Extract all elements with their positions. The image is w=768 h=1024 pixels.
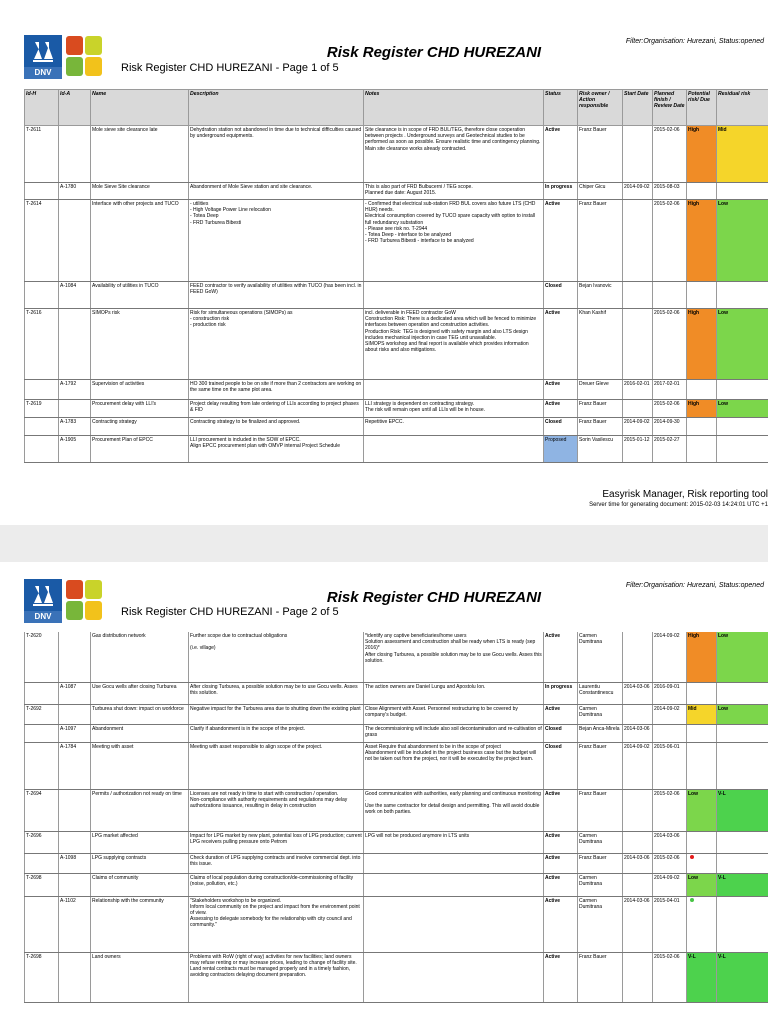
cell-owner: Carmen Dumitrana xyxy=(578,632,623,682)
cell-finish: 2014-09-02 xyxy=(653,632,687,682)
cell-desc: Clarify if abandonment is in the scope of the project. xyxy=(189,724,364,742)
page-header xyxy=(0,562,768,632)
cell-notes: LLI strategy is dependent on contracting strategy. The risk will remain open until all LLIs will be in house. xyxy=(364,400,544,418)
column-header: Start Date xyxy=(623,90,653,126)
cell-idh: T-2696 xyxy=(25,831,59,853)
cell-finish: 2015-04-01 xyxy=(653,896,687,952)
cell-owner: Franz Bauer xyxy=(578,200,623,282)
cell-name: Mole Sieve Site clearance xyxy=(91,183,189,200)
table-row xyxy=(25,632,768,682)
page-footer xyxy=(589,489,768,508)
table-row xyxy=(25,282,768,309)
cell-start: 2014-09-02 xyxy=(623,183,653,200)
cell-res: Low xyxy=(717,200,768,282)
cell-owner: Chiper Gicu xyxy=(578,183,623,200)
cell-idh xyxy=(25,418,59,436)
cell-ida: A-1792 xyxy=(59,380,91,400)
cell-pot xyxy=(687,418,717,436)
cell-status: Active xyxy=(544,400,578,418)
cell-notes: The decommissioning will include also soil decontamination and re-cultivation of grass xyxy=(364,724,544,742)
cell-start xyxy=(623,126,653,183)
cell-ida xyxy=(59,400,91,418)
column-header: Id-A xyxy=(59,90,91,126)
cell-pot xyxy=(687,853,717,873)
cell-pot: High xyxy=(687,200,717,282)
cell-desc: Dehydration station not abandoned in time due to technical difficulties caused by underground equipments. xyxy=(189,126,364,183)
table-header-row xyxy=(25,90,768,126)
cell-res xyxy=(717,436,768,463)
cell-notes xyxy=(364,952,544,1002)
column-header: Residual risk xyxy=(717,90,768,126)
cell-start xyxy=(623,200,653,282)
cell-ida: A-1084 xyxy=(59,282,91,309)
cell-ida: A-1102 xyxy=(59,896,91,952)
cell-idh xyxy=(25,682,59,704)
cell-status: Active xyxy=(544,896,578,952)
table-row xyxy=(25,200,768,282)
cell-name: Supervision of activities xyxy=(91,380,189,400)
cell-notes: LPG will not be produced anymore in LTS units xyxy=(364,831,544,853)
column-header: Status xyxy=(544,90,578,126)
cell-idh: T-2619 xyxy=(25,400,59,418)
cell-name: Availability of utilities in TUCO xyxy=(91,282,189,309)
cell-notes xyxy=(364,380,544,400)
page-subtitle: Risk Register CHD HUREZANI - Page 1 of 5 xyxy=(121,62,339,74)
cell-status: Active xyxy=(544,952,578,1002)
cell-notes: *identify any captive beneficiaries/home users Solution assessment and construction shall be ready when LTS is ready (sep 2016)* After closing Turburea, a possible solution may be to use Gocu wells. Asses this solution. xyxy=(364,632,544,682)
cell-idh: T-2692 xyxy=(25,704,59,724)
cell-finish: 2014-09-02 xyxy=(653,873,687,896)
cell-name: Use Gocu wells after closing Turburea xyxy=(91,682,189,704)
cell-finish: 2014-09-30 xyxy=(653,418,687,436)
cell-finish: 2015-06-01 xyxy=(653,742,687,789)
cell-owner: Franz Bauer xyxy=(578,789,623,831)
column-header: Planned finish / Review Date xyxy=(653,90,687,126)
cell-desc: Claims of local population during construction/de-commissioning of facility (noise, pollution, etc.) xyxy=(189,873,364,896)
cell-desc: Negative impact for the Turburea area due to shutting down the existing plant xyxy=(189,704,364,724)
cell-res: Mid xyxy=(717,126,768,183)
cell-finish: 2015-02-06 xyxy=(653,200,687,282)
table-row xyxy=(25,380,768,400)
cell-start: 2014-09-02 xyxy=(623,418,653,436)
cell-res: Low xyxy=(717,704,768,724)
cell-finish: 2015-08-03 xyxy=(653,183,687,200)
cell-res xyxy=(717,682,768,704)
cell-notes: The action owners are Daniel Lungu and Apostolu Ion. xyxy=(364,682,544,704)
cell-name: Gas distribution network xyxy=(91,632,189,682)
cell-pot: High xyxy=(687,400,717,418)
cell-finish: 2015-02-06 xyxy=(653,309,687,380)
cell-status: Closed xyxy=(544,418,578,436)
cell-status: Active xyxy=(544,831,578,853)
cell-start xyxy=(623,632,653,682)
table-row xyxy=(25,789,768,831)
cell-pot: Low xyxy=(687,873,717,896)
cell-ida: A-1097 xyxy=(59,724,91,742)
cell-res: V-L xyxy=(717,952,768,1002)
cell-idh: T-2698 xyxy=(25,952,59,1002)
cell-res xyxy=(717,831,768,853)
cell-finish: 2015-02-27 xyxy=(653,436,687,463)
cell-idh xyxy=(25,436,59,463)
cell-idh xyxy=(25,724,59,742)
cell-start: 2014-03-06 xyxy=(623,682,653,704)
cell-pot xyxy=(687,183,717,200)
cell-ida xyxy=(59,704,91,724)
cell-finish xyxy=(653,282,687,309)
table-row xyxy=(25,742,768,789)
cell-finish: 2017-02-01 xyxy=(653,380,687,400)
cell-status: In progress xyxy=(544,682,578,704)
cell-start xyxy=(623,831,653,853)
cell-pot xyxy=(687,380,717,400)
cell-res xyxy=(717,418,768,436)
column-header: Notes xyxy=(364,90,544,126)
table-row xyxy=(25,704,768,724)
cell-owner: Franz Bauer xyxy=(578,742,623,789)
cell-status: Proposed xyxy=(544,436,578,463)
cell-desc: Problems with RoW (right of way) activities for new facilities; land owners may refuse renting or may increase prices, leading to change of facility site. Land rental contracts must be managed properly and in a timely fashion, avoiding contractors delaying document preparation. xyxy=(189,952,364,1002)
cell-owner: Franz Bauer xyxy=(578,853,623,873)
logo-text: DNV xyxy=(24,611,62,623)
risk-table xyxy=(24,89,768,463)
cell-start: 2014-03-06 xyxy=(623,896,653,952)
cell-start xyxy=(623,309,653,380)
cell-finish: 2015-02-06 xyxy=(653,126,687,183)
filter-text: Filter:Organisation: Hurezani, Status:opened xyxy=(625,582,764,589)
cell-finish: 2016-09-01 xyxy=(653,682,687,704)
table-row xyxy=(25,126,768,183)
cell-status: In progress xyxy=(544,183,578,200)
cell-owner: Bejan Ivanovic xyxy=(578,282,623,309)
cell-idh xyxy=(25,282,59,309)
filter-text: Filter:Organisation: Hurezani, Status:opened xyxy=(625,38,764,45)
cell-notes xyxy=(364,896,544,952)
table-row xyxy=(25,831,768,853)
cell-pot xyxy=(687,724,717,742)
cell-desc: Licenses are not ready in time to start with construction / operation. Non-compliance with authority requirements and regulations may delay authorizations issuance, resulting in delay in construction xyxy=(189,789,364,831)
cell-res: V-L xyxy=(717,873,768,896)
cell-ida xyxy=(59,126,91,183)
cell-name: SIMOPs risk xyxy=(91,309,189,380)
cell-res: V-L xyxy=(717,789,768,831)
column-header: Id-H xyxy=(25,90,59,126)
cell-name: Permits / authorization not ready on time xyxy=(91,789,189,831)
cell-status: Active xyxy=(544,309,578,380)
cell-pot xyxy=(687,831,717,853)
table-row xyxy=(25,724,768,742)
cell-name: Procurement Plan of EPCC xyxy=(91,436,189,463)
cell-name: Turburea shut down: impact on workforce xyxy=(91,704,189,724)
cell-idh: T-2616 xyxy=(25,309,59,380)
cell-idh xyxy=(25,853,59,873)
cell-start: 2014-03-06 xyxy=(623,853,653,873)
cell-owner: Carmen Dumitrana xyxy=(578,873,623,896)
cell-notes: Good communication with authorities, early planning and continuous monitoring . Use the same contractor for detail design and permitting. This will avoid double work on both parties. xyxy=(364,789,544,831)
cell-ida: A-1783 xyxy=(59,418,91,436)
footer-time: Server time for generating document: 2015-02-03 14:24:01 UTC +1 xyxy=(589,502,768,508)
cell-status: Closed xyxy=(544,724,578,742)
cell-desc: "Stakeholders workshop to be organized. Inform local community on the project and impact from the environment point of view. Assessing to delegate somebody for the relationship with city council and community." xyxy=(189,896,364,952)
cell-name: LPG market affected xyxy=(91,831,189,853)
red-dot-icon xyxy=(690,855,694,859)
cell-ida xyxy=(59,789,91,831)
cell-pot: High xyxy=(687,126,717,183)
table-row xyxy=(25,309,768,380)
cell-name: Contracting strategy xyxy=(91,418,189,436)
cell-finish: 2015-02-06 xyxy=(653,400,687,418)
cell-name: Procurement delay with LLI's xyxy=(91,400,189,418)
cell-finish: 2015-02-06 xyxy=(653,952,687,1002)
cell-ida: A-1098 xyxy=(59,853,91,873)
cell-status: Active xyxy=(544,380,578,400)
cell-notes: Close Alignment with Asset. Personnel restructuring to be covered by company's budget. xyxy=(364,704,544,724)
cell-start: 2016-02-01 xyxy=(623,380,653,400)
cell-pot: Low xyxy=(687,789,717,831)
cell-ida xyxy=(59,200,91,282)
cell-start: 2015-01-12 xyxy=(623,436,653,463)
cell-start xyxy=(623,789,653,831)
cell-idh: T-2698 xyxy=(25,873,59,896)
cell-pot: High xyxy=(687,309,717,380)
cell-status: Closed xyxy=(544,742,578,789)
cell-start: 2014-03-06 xyxy=(623,724,653,742)
cell-notes: - Confirmed that electrical sub-station FRD BUL covers also future LTS (CHD HUR) needs. Electrical consumption covered by TUCO spare capacity with option to install full redundancy substation - Please see risk no. T-2944 - Totea Deep - interface to be analyzed - FRD Turburea Bibesti - interface to be analyzed xyxy=(364,200,544,282)
cell-ida xyxy=(59,632,91,682)
cell-owner: Franz Bauer xyxy=(578,952,623,1002)
cell-finish: 2015-02-06 xyxy=(653,789,687,831)
cell-pot: Mid xyxy=(687,704,717,724)
cell-desc: Meeting with asset responsible to align scope of the project. xyxy=(189,742,364,789)
cell-finish: 2014-09-02 xyxy=(653,704,687,724)
risk-table xyxy=(24,632,768,1003)
cell-owner: Khan Kashif xyxy=(578,309,623,380)
cell-desc: After closing Turburea, a possible solution may be to use Gocu wells. Asses this solution. xyxy=(189,682,364,704)
cell-idh: T-2614 xyxy=(25,200,59,282)
cell-status: Closed xyxy=(544,282,578,309)
column-header: Description xyxy=(189,90,364,126)
cell-name: LPG supplying contracts xyxy=(91,853,189,873)
cell-idh: T-2611 xyxy=(25,126,59,183)
cell-res: Low xyxy=(717,400,768,418)
cell-name: Land owners xyxy=(91,952,189,1002)
cell-res xyxy=(717,896,768,952)
column-header: Potential risk/ Due xyxy=(687,90,717,126)
cell-res xyxy=(717,380,768,400)
table-row xyxy=(25,183,768,200)
cell-status: Active xyxy=(544,632,578,682)
cell-name: Abandonment xyxy=(91,724,189,742)
cell-status: Active xyxy=(544,853,578,873)
cell-res xyxy=(717,282,768,309)
cell-start xyxy=(623,704,653,724)
footer-tool: Easyrisk Manager, Risk reporting tool xyxy=(602,489,768,500)
cell-pot xyxy=(687,742,717,789)
cell-owner: Franz Bauer xyxy=(578,418,623,436)
cell-owner: Carmen Dumitrana xyxy=(578,704,623,724)
column-header: Name xyxy=(91,90,189,126)
cell-idh: T-2694 xyxy=(25,789,59,831)
cell-finish: 2015-02-06 xyxy=(653,853,687,873)
cell-pot xyxy=(687,282,717,309)
report-title: Risk Register CHD HUREZANI xyxy=(326,44,542,61)
cell-status: Active xyxy=(544,789,578,831)
report-title: Risk Register CHD HUREZANI xyxy=(326,589,542,606)
cell-notes: This is also part of FRD Bulbucerni / TEG scope. Planned due date: August 2015. xyxy=(364,183,544,200)
table-row xyxy=(25,436,768,463)
logo-text: DNV xyxy=(24,67,62,79)
cell-res xyxy=(717,724,768,742)
cell-desc: Contracting strategy to be finalized and approved. xyxy=(189,418,364,436)
cell-finish xyxy=(653,724,687,742)
cell-owner: Franz Bauer xyxy=(578,400,623,418)
report-page-1 xyxy=(0,0,768,508)
table-row xyxy=(25,853,768,873)
cell-finish: 2014-03-06 xyxy=(653,831,687,853)
cell-owner: Carmen Dumitrana xyxy=(578,896,623,952)
cell-pot: High xyxy=(687,632,717,682)
cell-owner: Sorin Vasilescu xyxy=(578,436,623,463)
cell-pot xyxy=(687,896,717,952)
cell-name: Mole sieve site clearance late xyxy=(91,126,189,183)
cell-ida xyxy=(59,309,91,380)
cell-notes: incl. deliverable in FEED contractor GoW Construction Risk: There is a dedicated area which will be fenced to minimize interfaces between operation and construction activities. Production Risk: TEG is designed with safety margin and also LTS design includes mechanical injection in case TEG unit unavailable. SIMOPS workshop and final report is available which provides information about risks and also mitigations. xyxy=(364,309,544,380)
cell-desc: - utilities - High Voltage Power Line relocation - Totea Deep - FRD Turburea Bibesti xyxy=(189,200,364,282)
cell-desc: Project delay resulting from late ordering of LLIs according to project phases & FID xyxy=(189,400,364,418)
cell-notes xyxy=(364,282,544,309)
cell-desc: Abandonment of Mole Sieve station and site clearance. xyxy=(189,183,364,200)
cell-notes xyxy=(364,436,544,463)
cell-name: Relationship with the community xyxy=(91,896,189,952)
cell-owner: Dreuer Gleve xyxy=(578,380,623,400)
cell-owner: Bejan Anca-Mirela xyxy=(578,724,623,742)
table-row xyxy=(25,400,768,418)
cell-ida: A-1784 xyxy=(59,742,91,789)
cell-idh xyxy=(25,183,59,200)
cell-res: Low xyxy=(717,632,768,682)
cell-notes: Asset Require that abandonment to be in the scope of project Abandonment will be included in the project business case but the budget will not be taken out from the project, nor it will be executed by the project team. xyxy=(364,742,544,789)
page-header xyxy=(0,0,768,88)
cell-owner: Carmen Dumitrana xyxy=(578,831,623,853)
cell-start: 2014-09-02 xyxy=(623,742,653,789)
cell-ida xyxy=(59,873,91,896)
page-gap xyxy=(0,525,768,562)
cell-owner: Laurentiu Constantinescu xyxy=(578,682,623,704)
cell-status: Active xyxy=(544,704,578,724)
cell-notes: Site clearance is in scope of FRD BUL/TEG, therefore close cooperation between projects . Underground surveys and Geotechnical studies to be performed as soon as possible. Ensure realistic time and contingency planning. Main site clearance works already contracted. xyxy=(364,126,544,183)
cell-pot: V-L xyxy=(687,952,717,1002)
cell-idh xyxy=(25,380,59,400)
green-dot-icon xyxy=(690,898,694,902)
cell-desc: LLI procurement is included in the SOW of EPCC. Align EPCC procurement plan with OMVP internal Project Schedule xyxy=(189,436,364,463)
cell-start xyxy=(623,282,653,309)
cell-desc: Impact for LPG market by new plant, potential loss of LPG production; current LPG receivers pulling pressure onto Petrom xyxy=(189,831,364,853)
report-page-2 xyxy=(0,562,768,979)
column-header: Risk owner / Action responsible xyxy=(578,90,623,126)
cell-res xyxy=(717,183,768,200)
cell-start xyxy=(623,873,653,896)
cell-ida: A-1087 xyxy=(59,682,91,704)
cell-idh: T-2620 xyxy=(25,632,59,682)
cell-ida: A-1905 xyxy=(59,436,91,463)
cell-desc: Check duration of LPG supplying contracts and involve commercial dept. into this issue. xyxy=(189,853,364,873)
cell-owner: Franz Bauer xyxy=(578,126,623,183)
cell-ida xyxy=(59,831,91,853)
cell-notes xyxy=(364,853,544,873)
page-subtitle: Risk Register CHD HUREZANI - Page 2 of 5 xyxy=(121,606,339,618)
cell-res: Low xyxy=(717,309,768,380)
cell-res xyxy=(717,853,768,873)
cell-start xyxy=(623,400,653,418)
cell-pot xyxy=(687,682,717,704)
table-row xyxy=(25,896,768,952)
cell-desc: HO 300 trained people to be on site if more than 2 contractors are working on the same time on the same plot area. xyxy=(189,380,364,400)
cell-desc: Risk for simultaneous operations (SIMOPs) as - construction risk - production risk xyxy=(189,309,364,380)
table-row xyxy=(25,682,768,704)
cell-idh xyxy=(25,896,59,952)
cell-ida: A-1780 xyxy=(59,183,91,200)
cell-name: Interface with other projects and TUCO xyxy=(91,200,189,282)
table-row xyxy=(25,418,768,436)
cell-status: Active xyxy=(544,126,578,183)
cell-start xyxy=(623,952,653,1002)
table-row xyxy=(25,873,768,896)
cell-notes: Repetitive EPCC. xyxy=(364,418,544,436)
cell-ida xyxy=(59,952,91,1002)
cell-name: Claims of community xyxy=(91,873,189,896)
cell-status: Active xyxy=(544,200,578,282)
cell-idh xyxy=(25,742,59,789)
cell-status: Active xyxy=(544,873,578,896)
cell-notes xyxy=(364,873,544,896)
cell-desc: Further scope due to contractual obligations (i.e. village) xyxy=(189,632,364,682)
cell-res xyxy=(717,742,768,789)
cell-name: Meeting with asset xyxy=(91,742,189,789)
cell-pot xyxy=(687,436,717,463)
cell-desc: FEED contractor to verify availability of utilities within TUCO (has been incl. in FEED GoW) xyxy=(189,282,364,309)
table-row xyxy=(25,952,768,1002)
